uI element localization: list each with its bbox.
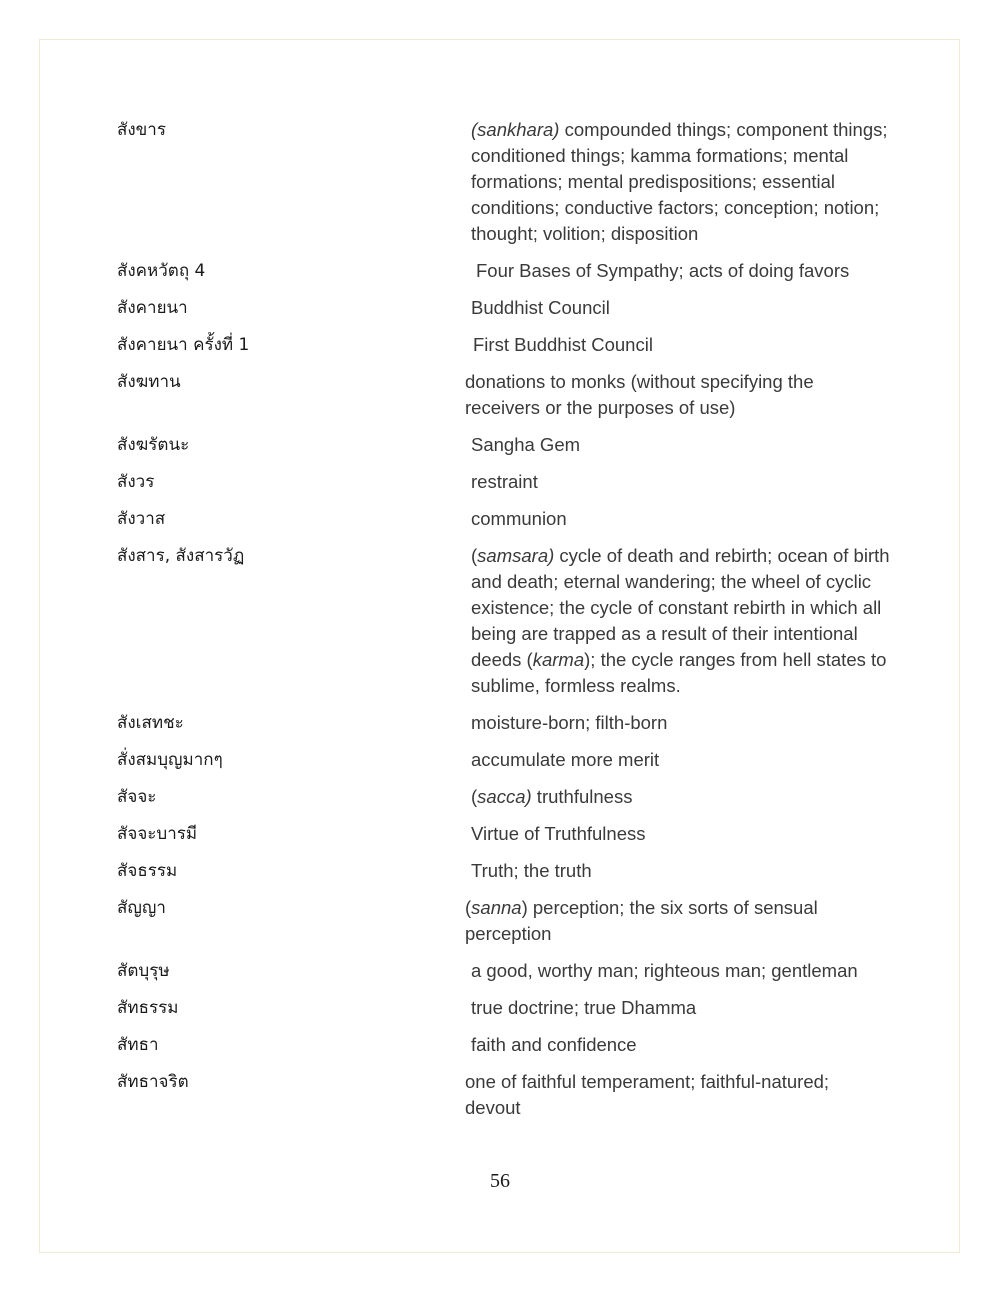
page-number: 56 xyxy=(490,1170,510,1192)
thai-term: สัทธาจริต xyxy=(117,1072,189,1092)
english-definition: a good, worthy man; righteous man; gentleman xyxy=(471,960,858,981)
glossary-entry xyxy=(117,117,897,247)
thai-term: สั่งสมบุญมากๆ xyxy=(117,750,223,770)
thai-term: สังฆรัตนะ xyxy=(117,435,190,455)
glossary-entry xyxy=(117,958,897,984)
glossary-entry xyxy=(117,506,897,532)
thai-term: สังฆทาน xyxy=(117,372,181,392)
thai-term: สังเสทชะ xyxy=(117,713,184,733)
thai-term: สัตบุรุษ xyxy=(117,961,170,981)
glossary-entry xyxy=(117,258,897,284)
glossary-entry xyxy=(117,469,897,495)
english-definition: (sankhara) compounded things; component things; conditioned things; kamma formations; mental formations; mental predispositions; essential conditions; conductive factors; conception; notion; thought; volition; disposition xyxy=(471,119,888,244)
thai-term: สัจธรรม xyxy=(117,861,178,881)
glossary-entry xyxy=(117,1069,897,1121)
english-definition: communion xyxy=(471,508,567,529)
glossary-entry xyxy=(117,295,897,321)
thai-term: สัจจะ xyxy=(117,787,157,807)
english-definition: accumulate more merit xyxy=(471,749,660,770)
english-definition: donations to monks (without specifying the receivers or the purposes of use) xyxy=(465,371,814,418)
english-definition: (sanna) perception; the six sorts of sensual perception xyxy=(465,897,818,944)
thai-term: สัจจะบารมี xyxy=(117,824,198,844)
glossary-entry xyxy=(117,432,897,458)
thai-term: สังขาร xyxy=(117,120,166,140)
glossary-entry xyxy=(117,895,897,947)
english-definition: true doctrine; true Dhamma xyxy=(471,997,697,1018)
english-definition: (samsara) cycle of death and rebirth; ocean of birth and death; eternal wandering; the wheel of cyclic existence; the cycle of constant rebirth in which all being are trapped as a result of their intentional deeds (karma); the cycle ranges from hell states to sublime, formless realms. xyxy=(471,545,890,696)
glossary-entry xyxy=(117,747,897,773)
english-definition: restraint xyxy=(471,471,538,492)
glossary-entry xyxy=(117,332,897,358)
glossary-entry xyxy=(117,1032,897,1058)
english-definition: faith and confidence xyxy=(471,1034,637,1055)
thai-term: สังคายนา ครั้งที่ 1 xyxy=(117,335,250,355)
english-definition: Truth; the truth xyxy=(471,860,592,881)
thai-term: สัทธา xyxy=(117,1035,159,1055)
english-definition: one of faithful temperament; faithful-natured; devout xyxy=(465,1071,830,1118)
glossary-entry xyxy=(117,784,897,810)
english-definition: moisture-born; filth-born xyxy=(471,712,668,733)
thai-term: สังวร xyxy=(117,472,155,492)
thai-term: สังคายนา xyxy=(117,298,188,318)
glossary-entry xyxy=(117,821,897,847)
thai-term: สัทธรรม xyxy=(117,998,179,1018)
english-definition: Virtue of Truthfulness xyxy=(471,823,646,844)
english-definition: Four Bases of Sympathy; acts of doing favors xyxy=(476,260,850,281)
english-definition: Sangha Gem xyxy=(471,434,581,455)
thai-term: สังสาร, สังสารวัฏ xyxy=(117,546,245,566)
glossary-entry xyxy=(117,369,897,421)
english-definition: First Buddhist Council xyxy=(473,334,653,355)
glossary-entry xyxy=(117,543,897,699)
thai-term: สังคหวัตถุ 4 xyxy=(117,261,206,281)
glossary-entry xyxy=(117,710,897,736)
english-definition: (sacca) truthfulness xyxy=(471,786,633,807)
thai-term: สัญญา xyxy=(117,898,166,918)
glossary-entry xyxy=(117,858,897,884)
thai-term: สังวาส xyxy=(117,509,166,529)
english-definition: Buddhist Council xyxy=(471,297,610,318)
glossary-entry xyxy=(117,995,897,1021)
glossary-list xyxy=(117,117,897,1132)
